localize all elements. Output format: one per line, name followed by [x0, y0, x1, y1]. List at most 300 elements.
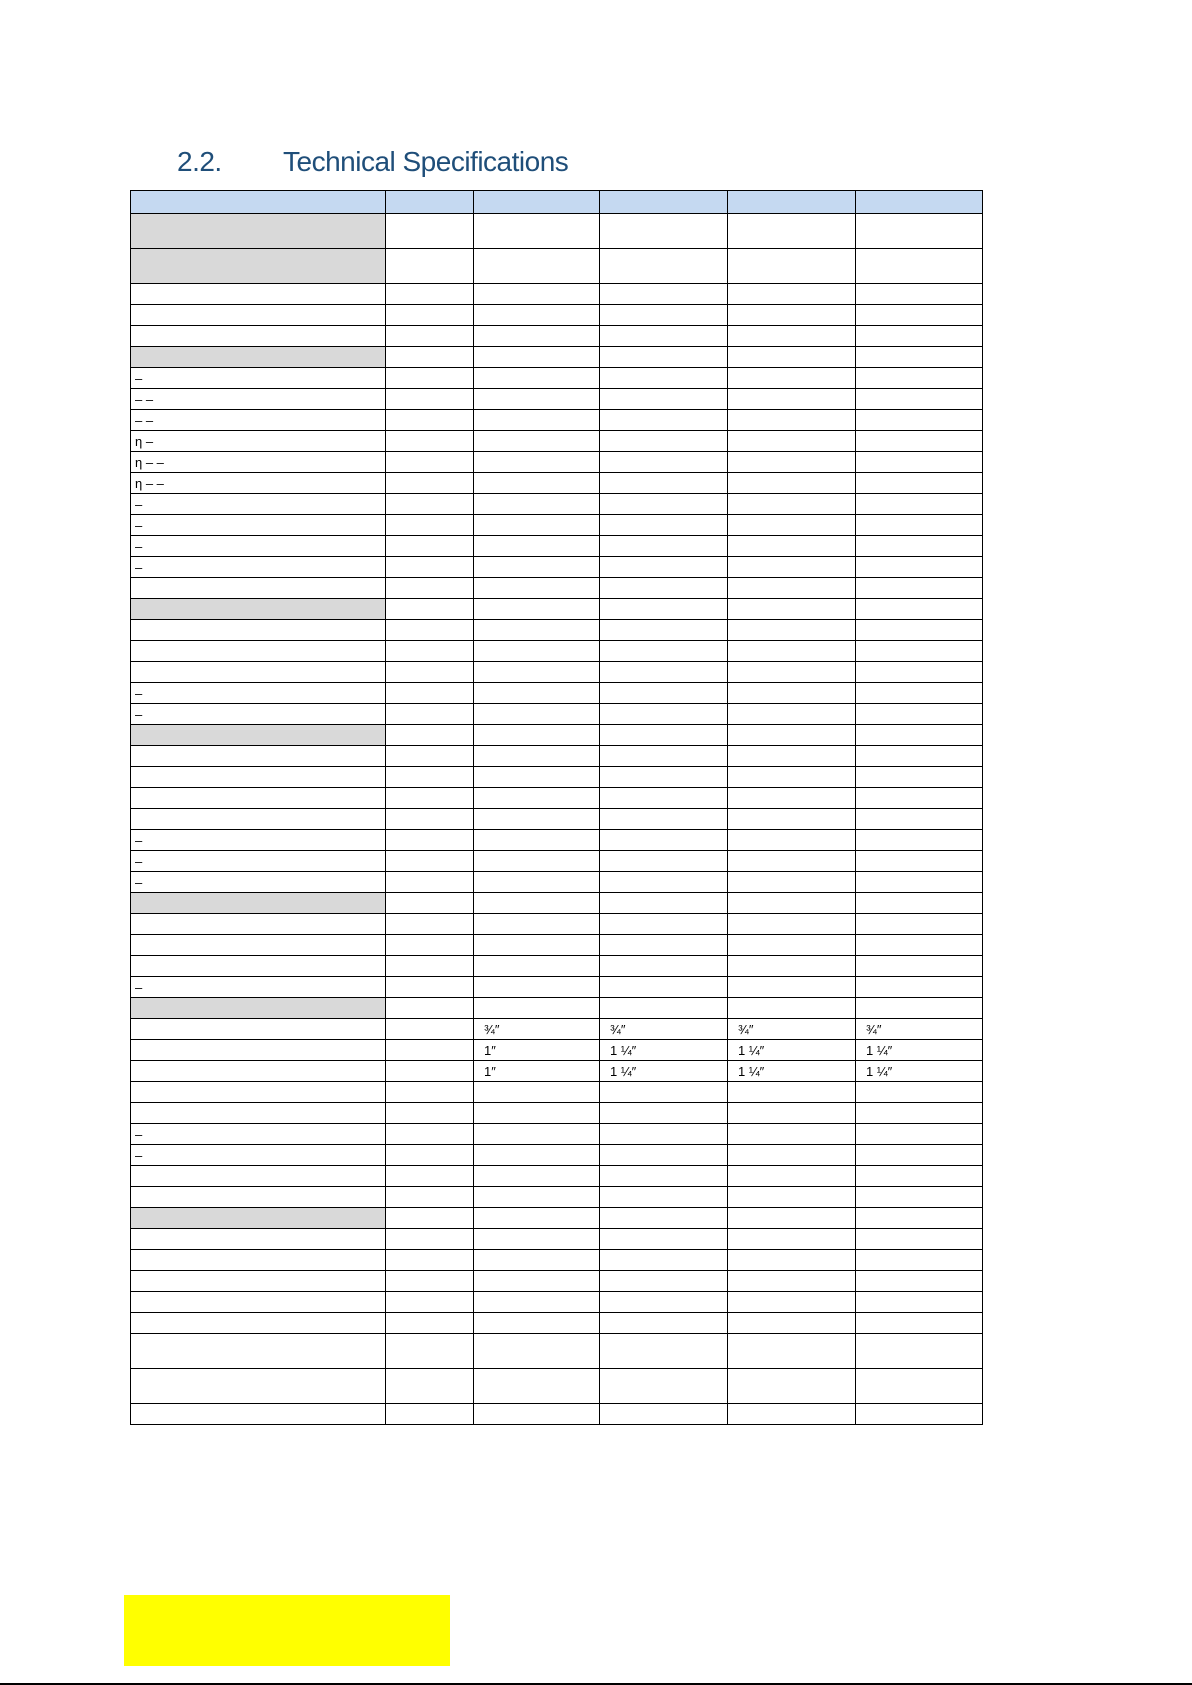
row-label-cell: –	[131, 872, 386, 893]
value-cell	[856, 452, 983, 473]
spec-table	[130, 190, 983, 1425]
table-row	[131, 872, 983, 893]
value-cell	[386, 1292, 474, 1313]
row-label-cell	[131, 1404, 386, 1425]
value-cell	[474, 249, 600, 284]
value-cell	[728, 977, 856, 998]
table-row	[131, 1369, 983, 1404]
row-label-cell	[131, 347, 386, 368]
value-cell	[856, 305, 983, 326]
value-cell	[600, 662, 728, 683]
value-cell	[474, 746, 600, 767]
row-label-cell: – –	[131, 389, 386, 410]
value-cell	[728, 851, 856, 872]
value-cell	[474, 1208, 600, 1229]
value-cell	[600, 1271, 728, 1292]
value-cell	[474, 214, 600, 249]
value-cell	[728, 872, 856, 893]
value-cell	[600, 284, 728, 305]
table-row	[131, 620, 983, 641]
value-cell	[386, 1082, 474, 1103]
row-label-cell	[131, 1208, 386, 1229]
value-cell: ¾″	[474, 1019, 600, 1040]
value-cell	[856, 410, 983, 431]
row-label-cell	[131, 326, 386, 347]
value-cell	[386, 767, 474, 788]
value-cell	[856, 536, 983, 557]
row-label-cell	[131, 1313, 386, 1334]
table-row	[131, 662, 983, 683]
value-cell	[856, 641, 983, 662]
value-cell	[386, 1145, 474, 1166]
value-cell	[386, 1166, 474, 1187]
value-cell	[386, 305, 474, 326]
value-cell	[600, 389, 728, 410]
value-cell	[728, 1334, 856, 1369]
value-cell	[600, 746, 728, 767]
value-cell	[600, 809, 728, 830]
value-cell	[474, 1187, 600, 1208]
value-cell	[728, 347, 856, 368]
value-cell	[728, 1229, 856, 1250]
value-cell	[856, 956, 983, 977]
value-cell	[600, 578, 728, 599]
table-section-row	[131, 249, 983, 284]
value-cell	[386, 1019, 474, 1040]
value-cell	[386, 809, 474, 830]
value-cell	[474, 557, 600, 578]
value-cell	[474, 1250, 600, 1271]
value-cell	[600, 452, 728, 473]
row-label-cell	[131, 1103, 386, 1124]
value-cell	[600, 515, 728, 536]
value-cell	[728, 1369, 856, 1404]
value-cell	[728, 191, 856, 214]
value-cell	[728, 956, 856, 977]
value-cell	[474, 725, 600, 746]
value-cell	[728, 1404, 856, 1425]
table-row	[131, 1250, 983, 1271]
value-cell	[474, 683, 600, 704]
value-cell	[600, 473, 728, 494]
value-cell	[728, 473, 856, 494]
value-cell	[856, 368, 983, 389]
value-cell	[474, 1271, 600, 1292]
value-cell	[856, 578, 983, 599]
value-cell	[474, 788, 600, 809]
value-cell	[474, 599, 600, 620]
value-cell	[386, 515, 474, 536]
table-row	[131, 830, 983, 851]
value-cell	[474, 830, 600, 851]
value-cell	[386, 452, 474, 473]
value-cell	[600, 1404, 728, 1425]
value-cell	[386, 1404, 474, 1425]
row-label-cell	[131, 1229, 386, 1250]
value-cell	[600, 1313, 728, 1334]
value-cell	[474, 410, 600, 431]
row-label-cell: –	[131, 368, 386, 389]
value-cell	[386, 1313, 474, 1334]
row-label-cell: η – –	[131, 473, 386, 494]
value-cell	[474, 1103, 600, 1124]
value-cell	[474, 977, 600, 998]
value-cell	[600, 1103, 728, 1124]
table-row	[131, 935, 983, 956]
table-row	[131, 1292, 983, 1313]
value-cell	[474, 389, 600, 410]
value-cell	[600, 1208, 728, 1229]
value-cell	[600, 935, 728, 956]
value-cell	[856, 1103, 983, 1124]
value-cell	[474, 872, 600, 893]
row-label-cell: –	[131, 515, 386, 536]
table-row	[131, 1166, 983, 1187]
value-cell	[474, 767, 600, 788]
value-cell	[600, 1124, 728, 1145]
value-cell	[386, 284, 474, 305]
value-cell	[386, 249, 474, 284]
row-label-cell	[131, 1369, 386, 1404]
row-label-cell	[131, 662, 386, 683]
row-label-cell: – –	[131, 410, 386, 431]
table-section-row	[131, 599, 983, 620]
value-cell	[600, 767, 728, 788]
value-cell	[600, 1166, 728, 1187]
value-cell	[386, 935, 474, 956]
value-cell	[474, 956, 600, 977]
value-cell	[600, 1250, 728, 1271]
value-cell	[856, 284, 983, 305]
row-label-cell	[131, 1292, 386, 1313]
value-cell	[600, 1187, 728, 1208]
row-label-cell	[131, 214, 386, 249]
row-label-cell	[131, 249, 386, 284]
value-cell	[474, 494, 600, 515]
value-cell	[600, 641, 728, 662]
table-row	[131, 641, 983, 662]
value-cell: ¾″	[728, 1019, 856, 1040]
value-cell	[474, 1369, 600, 1404]
table-row	[131, 284, 983, 305]
value-cell	[386, 1103, 474, 1124]
value-cell	[474, 191, 600, 214]
value-cell	[600, 368, 728, 389]
value-cell	[600, 557, 728, 578]
value-cell	[600, 956, 728, 977]
row-label-cell	[131, 956, 386, 977]
value-cell	[474, 662, 600, 683]
value-cell	[856, 1187, 983, 1208]
value-cell	[728, 662, 856, 683]
row-label-cell	[131, 1271, 386, 1292]
value-cell	[386, 872, 474, 893]
value-cell	[856, 830, 983, 851]
value-cell	[386, 914, 474, 935]
value-cell	[856, 809, 983, 830]
value-cell	[856, 1271, 983, 1292]
value-cell	[728, 452, 856, 473]
value-cell	[474, 284, 600, 305]
row-label-cell: –	[131, 977, 386, 998]
value-cell	[856, 326, 983, 347]
row-label-cell	[131, 1082, 386, 1103]
table-row	[131, 431, 983, 452]
value-cell	[386, 1040, 474, 1061]
table-row	[131, 809, 983, 830]
table-row	[131, 557, 983, 578]
value-cell	[386, 326, 474, 347]
value-cell	[386, 536, 474, 557]
value-cell	[728, 1166, 856, 1187]
value-cell	[600, 893, 728, 914]
value-cell	[600, 1229, 728, 1250]
value-cell	[728, 893, 856, 914]
value-cell	[856, 389, 983, 410]
value-cell	[856, 473, 983, 494]
row-label-cell	[131, 641, 386, 662]
value-cell	[728, 1187, 856, 1208]
value-cell	[386, 893, 474, 914]
value-cell	[474, 809, 600, 830]
table-row	[131, 1124, 983, 1145]
value-cell	[386, 191, 474, 214]
row-label-cell: η –	[131, 431, 386, 452]
value-cell	[386, 620, 474, 641]
value-cell	[728, 305, 856, 326]
value-cell	[728, 410, 856, 431]
table-row	[131, 683, 983, 704]
value-cell	[474, 914, 600, 935]
table-row	[131, 1334, 983, 1369]
value-cell	[386, 347, 474, 368]
value-cell	[728, 599, 856, 620]
value-cell	[856, 515, 983, 536]
value-cell	[856, 1334, 983, 1369]
value-cell	[474, 305, 600, 326]
value-cell	[856, 431, 983, 452]
row-label-cell: –	[131, 851, 386, 872]
value-cell	[600, 347, 728, 368]
value-cell	[600, 305, 728, 326]
row-label-cell: η – –	[131, 452, 386, 473]
table-row	[131, 767, 983, 788]
value-cell: 1 ¼″	[856, 1040, 983, 1061]
value-cell	[474, 1334, 600, 1369]
value-cell	[386, 1250, 474, 1271]
value-cell	[728, 1208, 856, 1229]
value-cell	[728, 998, 856, 1019]
row-label-cell	[131, 1061, 386, 1082]
value-cell	[600, 851, 728, 872]
value-cell	[856, 620, 983, 641]
table-section-row	[131, 725, 983, 746]
value-cell	[600, 191, 728, 214]
value-cell	[386, 494, 474, 515]
table-row	[131, 1271, 983, 1292]
value-cell: 1″	[474, 1040, 600, 1061]
row-label-cell	[131, 1250, 386, 1271]
value-cell	[856, 977, 983, 998]
row-label-cell	[131, 599, 386, 620]
value-cell: 1″	[474, 1061, 600, 1082]
value-cell	[386, 641, 474, 662]
row-label-cell: –	[131, 1145, 386, 1166]
row-label-cell	[131, 1019, 386, 1040]
value-cell	[728, 914, 856, 935]
row-label-cell	[131, 1187, 386, 1208]
value-cell	[728, 557, 856, 578]
value-cell	[728, 935, 856, 956]
row-label-cell	[131, 746, 386, 767]
value-cell	[600, 1082, 728, 1103]
value-cell	[728, 1082, 856, 1103]
value-cell	[728, 368, 856, 389]
value-cell	[856, 767, 983, 788]
value-cell	[600, 1369, 728, 1404]
value-cell	[728, 830, 856, 851]
table-row	[131, 956, 983, 977]
value-cell	[474, 473, 600, 494]
value-cell	[856, 746, 983, 767]
row-label-cell	[131, 1166, 386, 1187]
value-cell	[386, 410, 474, 431]
table-row	[131, 1103, 983, 1124]
row-label-cell	[131, 1334, 386, 1369]
value-cell	[474, 431, 600, 452]
value-cell	[600, 872, 728, 893]
value-cell	[474, 893, 600, 914]
value-cell	[856, 1292, 983, 1313]
table-row	[131, 788, 983, 809]
value-cell: 1 ¼″	[856, 1061, 983, 1082]
row-label-cell	[131, 578, 386, 599]
value-cell	[600, 1334, 728, 1369]
value-cell	[856, 1208, 983, 1229]
value-cell	[386, 368, 474, 389]
value-cell	[856, 191, 983, 214]
value-cell: 1 ¼″	[728, 1040, 856, 1061]
value-cell	[474, 1229, 600, 1250]
value-cell	[474, 1313, 600, 1334]
value-cell	[856, 1369, 983, 1404]
table-section-row	[131, 1208, 983, 1229]
value-cell	[386, 725, 474, 746]
value-cell	[474, 1124, 600, 1145]
value-cell	[474, 452, 600, 473]
table-row	[131, 704, 983, 725]
value-cell	[600, 620, 728, 641]
row-label-cell	[131, 725, 386, 746]
value-cell	[856, 935, 983, 956]
value-cell	[386, 1124, 474, 1145]
value-cell	[856, 725, 983, 746]
value-cell	[386, 746, 474, 767]
row-label-cell	[131, 620, 386, 641]
value-cell	[728, 494, 856, 515]
value-cell	[474, 536, 600, 557]
value-cell	[386, 683, 474, 704]
value-cell	[600, 536, 728, 557]
value-cell	[386, 956, 474, 977]
value-cell	[728, 1103, 856, 1124]
table-row	[131, 410, 983, 431]
row-label-cell: –	[131, 557, 386, 578]
value-cell	[728, 389, 856, 410]
value-cell	[386, 851, 474, 872]
table-row	[131, 1040, 983, 1061]
value-cell	[728, 788, 856, 809]
value-cell	[600, 326, 728, 347]
value-cell	[386, 389, 474, 410]
table-row	[131, 1145, 983, 1166]
value-cell	[386, 788, 474, 809]
value-cell	[386, 977, 474, 998]
table-row	[131, 452, 983, 473]
value-cell	[386, 998, 474, 1019]
value-cell	[600, 977, 728, 998]
row-label-cell	[131, 191, 386, 214]
value-cell	[386, 1369, 474, 1404]
value-cell	[386, 599, 474, 620]
value-cell	[728, 809, 856, 830]
value-cell: ¾″	[856, 1019, 983, 1040]
value-cell	[474, 620, 600, 641]
value-cell	[856, 1313, 983, 1334]
row-label-cell	[131, 767, 386, 788]
row-label-cell: –	[131, 683, 386, 704]
value-cell: 1 ¼″	[600, 1061, 728, 1082]
table-header-row	[131, 191, 983, 214]
table-section-row	[131, 214, 983, 249]
value-cell	[386, 578, 474, 599]
value-cell	[728, 1250, 856, 1271]
row-label-cell	[131, 284, 386, 305]
row-label-cell: –	[131, 536, 386, 557]
value-cell	[728, 249, 856, 284]
value-cell	[600, 1145, 728, 1166]
highlight-box	[124, 1595, 450, 1666]
value-cell	[474, 704, 600, 725]
value-cell	[474, 1292, 600, 1313]
value-cell	[600, 410, 728, 431]
value-cell	[386, 1271, 474, 1292]
value-cell	[728, 620, 856, 641]
table-row	[131, 473, 983, 494]
row-label-cell: –	[131, 1124, 386, 1145]
value-cell	[474, 641, 600, 662]
value-cell	[856, 249, 983, 284]
value-cell	[856, 1404, 983, 1425]
row-label-cell	[131, 914, 386, 935]
value-cell	[728, 1124, 856, 1145]
section-number: 2.2.	[177, 146, 222, 177]
value-cell	[600, 830, 728, 851]
value-cell: 1 ¼″	[728, 1061, 856, 1082]
value-cell: 1 ¼″	[600, 1040, 728, 1061]
table-row	[131, 326, 983, 347]
table-row	[131, 1082, 983, 1103]
value-cell	[728, 578, 856, 599]
value-cell	[856, 851, 983, 872]
value-cell	[386, 431, 474, 452]
value-cell	[386, 1187, 474, 1208]
row-label-cell	[131, 998, 386, 1019]
value-cell	[728, 1313, 856, 1334]
table-section-row	[131, 998, 983, 1019]
value-cell	[856, 214, 983, 249]
row-label-cell: –	[131, 830, 386, 851]
